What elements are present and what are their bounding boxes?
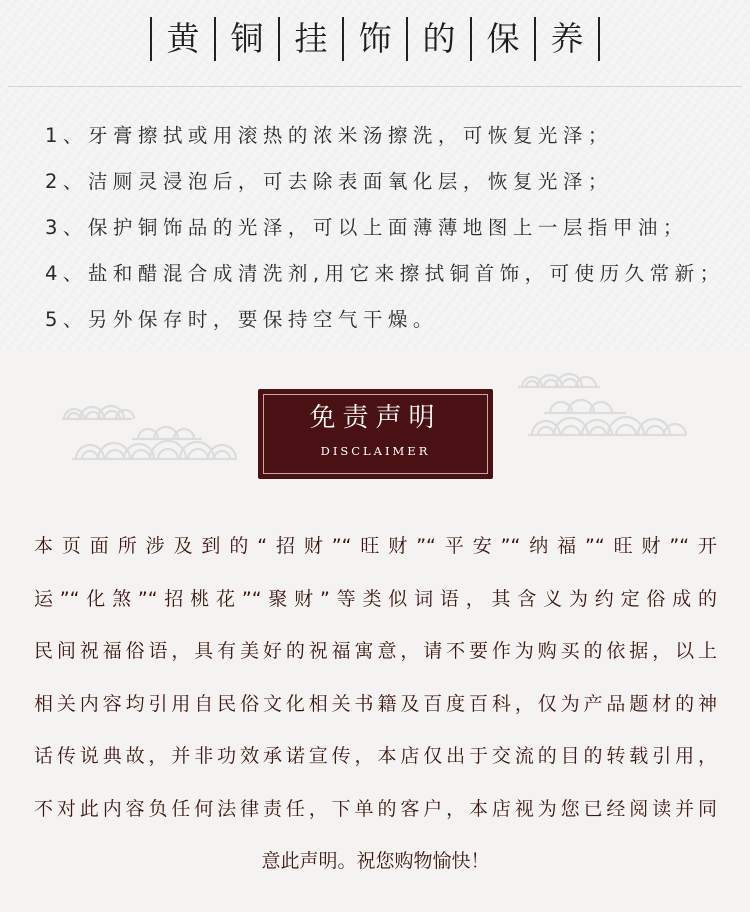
disclaimer-line: 本页面所涉及到的“招财”“旺财”“平安”“纳福”“旺财”“开 (34, 535, 717, 557)
title-char: 的 (422, 19, 456, 58)
disclaimer-line: 民间祝福俗语，具有美好的祝福寓意，请不要作为购买的依据，以上 (34, 640, 717, 662)
section-divider (8, 86, 742, 87)
title-divider (534, 17, 536, 61)
title-divider (342, 17, 344, 61)
care-item: 2、洁厕灵浸泡后，可去除表面氧化层，恢复光泽； (45, 170, 613, 193)
cloud-decoration-right (514, 369, 690, 445)
disclaimer-line: 不对此内容负任何法律责任，下单的客户，本店视为您已经阅读并同 (34, 797, 717, 820)
care-item: 1、牙膏擦拭或用滚热的浓米汤擦洗，可恢复光泽； (45, 124, 613, 147)
title-char: 保 (486, 19, 520, 58)
care-section (0, 0, 750, 350)
disclaimer-text (34, 525, 717, 893)
title-divider (406, 17, 408, 61)
title-char: 黄 (166, 19, 200, 58)
title-char: 饰 (358, 19, 392, 58)
title-divider (470, 17, 472, 61)
disclaimer-line: 相关内容均引用自民俗文化相关书籍及百度百科，仅为产品题材的神 (34, 692, 717, 715)
care-item: 4、盐和醋混合成清洗剂,用它来擦拭铜首饰，可使历久常新； (45, 262, 725, 285)
title-divider (150, 17, 152, 61)
disclaimer-subtitle: DISCLAIMER (320, 444, 431, 458)
disclaimer-section (0, 350, 750, 912)
title-divider (278, 17, 280, 61)
title-char: 铜 (230, 19, 264, 58)
disclaimer-badge (258, 389, 493, 479)
disclaimer-line: 话传说典故，并非功效承诺宣传，本店仅出于交流的目的转载引用， (34, 745, 717, 767)
care-title (0, 17, 750, 61)
care-item: 3、保护铜饰品的光泽，可以上面薄薄地图上一层指甲油； (45, 216, 688, 239)
care-item: 5、另外保存时，要保持空气干燥。 (45, 308, 438, 331)
care-list (45, 113, 745, 343)
title-divider (598, 17, 600, 61)
title-char: 挂 (294, 19, 328, 58)
title-char: 养 (550, 19, 584, 58)
disclaimer-line: 运”“化煞”“招桃花”“聚财”等类似词语，其含义为约定俗成的 (34, 587, 717, 610)
disclaimer-title: 免责声明 (309, 403, 442, 433)
title-divider (214, 17, 216, 61)
disclaimer-line: 意此声明。祝您购物愉快！ (261, 850, 490, 872)
cloud-decoration-left (52, 399, 242, 479)
